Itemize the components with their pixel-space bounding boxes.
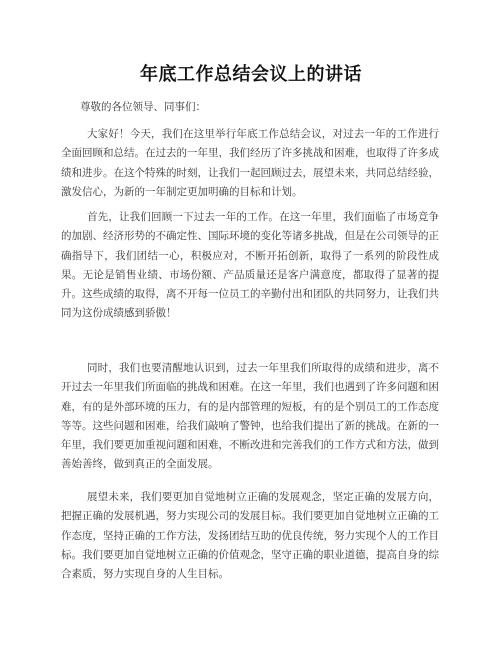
salutation: 尊敬的各位领导、同事们： [80, 101, 206, 113]
paragraph-challenges: 同时，我们也要清醒地认识到，过去一年里我们所取得的成绩和进步，离不开过去一年里我们所面临的挑战和困难。在这一年里，我们也遇到了许多问题和困难，有的是外部环境的压力，有的是内部管理的短板，有的是个别员工的工作态度等等。这些问题和困难，给我们敲响了警钟，也给我们提出了新的挑战。在新的一年里，我们要更加重视问题和困难，不断改进和完善我们的工作方式和方法，做到善始善终，做到真正的全面发展。 [61, 362, 439, 471]
document-title: 年底工作总结会议上的讲话 [140, 64, 362, 85]
paragraph-opening: 大家好！今天，我们在这里举行年底工作总结会议，对过去一年的工作进行全面回顾和总结。在过去的一年里，我们经历了许多挑战和困难，也取得了许多成绩和进步。在这个特殊的时刻，让我们一起回顾过去，展望未来，共同总结经验，激发信心，为新的一年制定更加明确的目标和计划。 [61, 128, 439, 198]
paragraph-outlook: 展望未来，我们要更加自觉地树立正确的发展观念，坚定正确的发展方向，把握正确的发展机遇，努力实现公司的发展目标。我们要更加自觉地树立正确的工作态度，坚持正确的工作方法，发扬团结互助的优良传统，努力实现个人的工作目标。我们要更加自觉地树立正确的价值观念，坚守正确的职业道德，提高自身的综合素质，努力实现自身的人生目标。 [61, 491, 439, 581]
paragraph-review: 首先，让我们回顾一下过去一年的工作。在这一年里，我们面临了市场竞争的加剧、经济形势的不确定性、国际环境的变化等诸多挑战，但是在公司领导的正确指导下，我们团结一心，积极应对，不断开拓创新，取得了一系列的阶段性成果。无论是销售业绩、市场份额、产品质量还是客户满意度，都取得了显著的提升。这些成绩的取得，离不开每一位员工的辛勤付出和团队的共同努力，让我们共同为这份成绩感到骄傲！ [61, 211, 439, 320]
